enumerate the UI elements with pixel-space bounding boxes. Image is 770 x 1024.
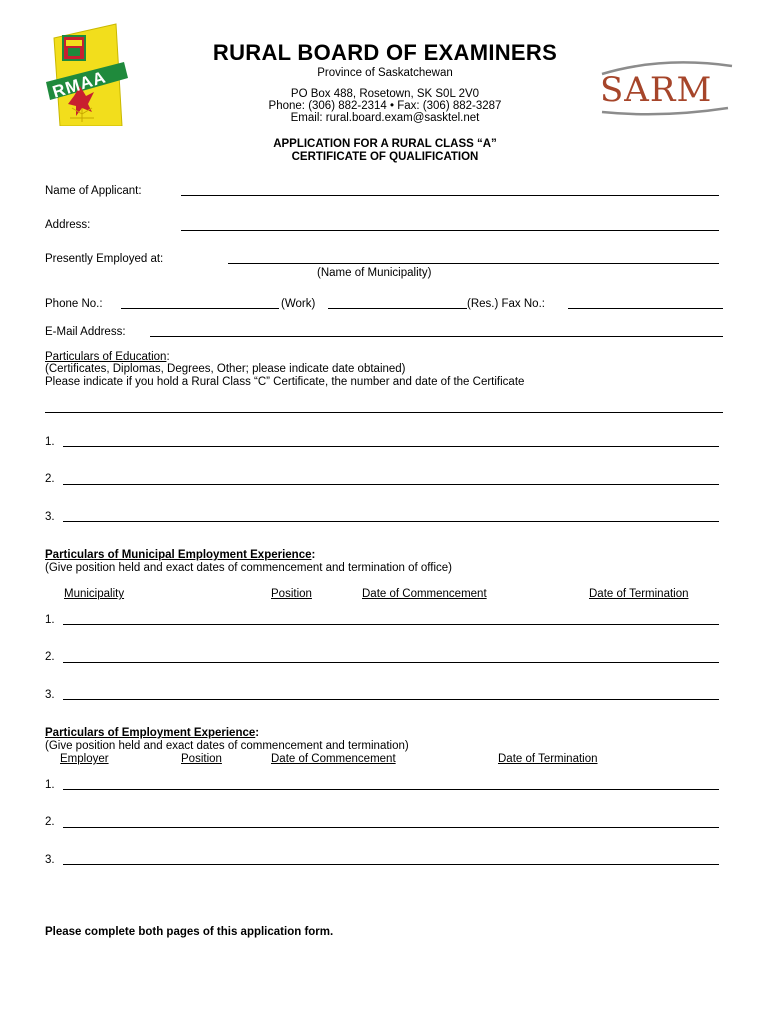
employment-item-3-field[interactable] [63,864,719,865]
employment-note: (Give position held and exact dates of commencement and termination) [45,740,409,752]
page-title: RURAL BOARD OF EXAMINERS [212,40,558,65]
education-item-1-field[interactable] [63,446,719,447]
email-text: Email: rural.board.exam@sasktel.net [290,112,480,124]
employed-field[interactable] [228,263,719,264]
municipal-heading [45,549,315,561]
res-fax-label: (Res.) Fax No.: [467,298,545,310]
form-title-line2: CERTIFICATE OF QUALIFICATION [291,151,479,163]
name-field[interactable] [181,195,719,196]
education-note-1: (Certificates, Diplomas, Degrees, Other; please indicate date obtained) [45,363,406,375]
employment-item-2-field[interactable] [63,827,719,828]
col-termination: Date of Termination [589,588,689,600]
sarm-logo [592,58,738,120]
municipal-item-3-field[interactable] [63,699,719,700]
form-title-line1: APPLICATION FOR A RURAL CLASS “A” [273,138,497,150]
municipality-hint: (Name of Municipality) [317,267,432,279]
employed-label: Presently Employed at: [45,253,164,265]
education-heading-colon: : [166,351,170,363]
education-certificate-field[interactable] [45,412,723,413]
municipal-item-1-field[interactable] [63,624,719,625]
phone-fax-text: Phone: (306) 882-2314 • Fax: (306) 882-3287 [268,100,502,112]
res-phone-field[interactable] [328,308,467,309]
work-label: (Work) [281,298,316,310]
education-item-1-label: 1. [45,436,55,448]
municipal-note: (Give position held and exact dates of commencement and termination of office) [45,562,452,574]
col-employer: Employer [60,753,109,765]
col-emp-commencement: Date of Commencement [271,753,396,765]
work-phone-field[interactable] [121,308,279,309]
col-emp-termination: Date of Termination [498,753,598,765]
email-label: E-Mail Address: [45,326,126,338]
phone-label: Phone No.: [45,298,103,310]
address-field[interactable] [181,230,719,231]
col-municipality: Municipality [64,588,125,600]
email-field[interactable] [150,336,723,337]
education-item-3-label: 3. [45,511,55,523]
name-label: Name of Applicant: [45,185,142,197]
address-text: PO Box 488, Rosetown, SK S0L 2V0 [290,88,480,100]
employment-item-1-label: 1. [45,779,55,791]
municipal-heading-colon: : [311,549,316,561]
education-heading [45,351,170,363]
education-item-2-field[interactable] [63,484,719,485]
employment-item-2-label: 2. [45,816,55,828]
municipal-item-1-label: 1. [45,614,55,626]
rmaa-logo-text: RMAA [50,67,109,102]
employment-heading-colon: : [255,727,260,739]
employment-item-1-field[interactable] [63,789,719,790]
footer-note: Please complete both pages of this application form. [45,926,334,938]
education-item-2-label: 2. [45,473,55,485]
employment-item-3-label: 3. [45,854,55,866]
municipal-heading-text: Particulars of Municipal Employment Experience [45,549,312,561]
col-position: Position [271,588,312,600]
education-note-2: Please indicate if you hold a Rural Class “C” Certificate, the number and date of the Certificate [45,376,525,388]
education-item-3-field[interactable] [63,521,719,522]
municipal-item-3-label: 3. [45,689,55,701]
employment-heading [45,727,259,739]
province-text: Province of Saskatchewan [317,67,453,79]
address-label: Address: [45,219,91,231]
municipal-item-2-label: 2. [45,651,55,663]
sarm-logo-text: SARM [600,70,713,110]
education-heading-text: Particulars of Education [45,351,167,363]
rmaa-logo [46,22,128,126]
municipal-item-2-field[interactable] [63,662,719,663]
col-emp-position: Position [181,753,222,765]
col-commencement: Date of Commencement [362,588,487,600]
fax-field[interactable] [568,308,723,309]
employment-heading-text: Particulars of Employment Experience [45,727,256,739]
